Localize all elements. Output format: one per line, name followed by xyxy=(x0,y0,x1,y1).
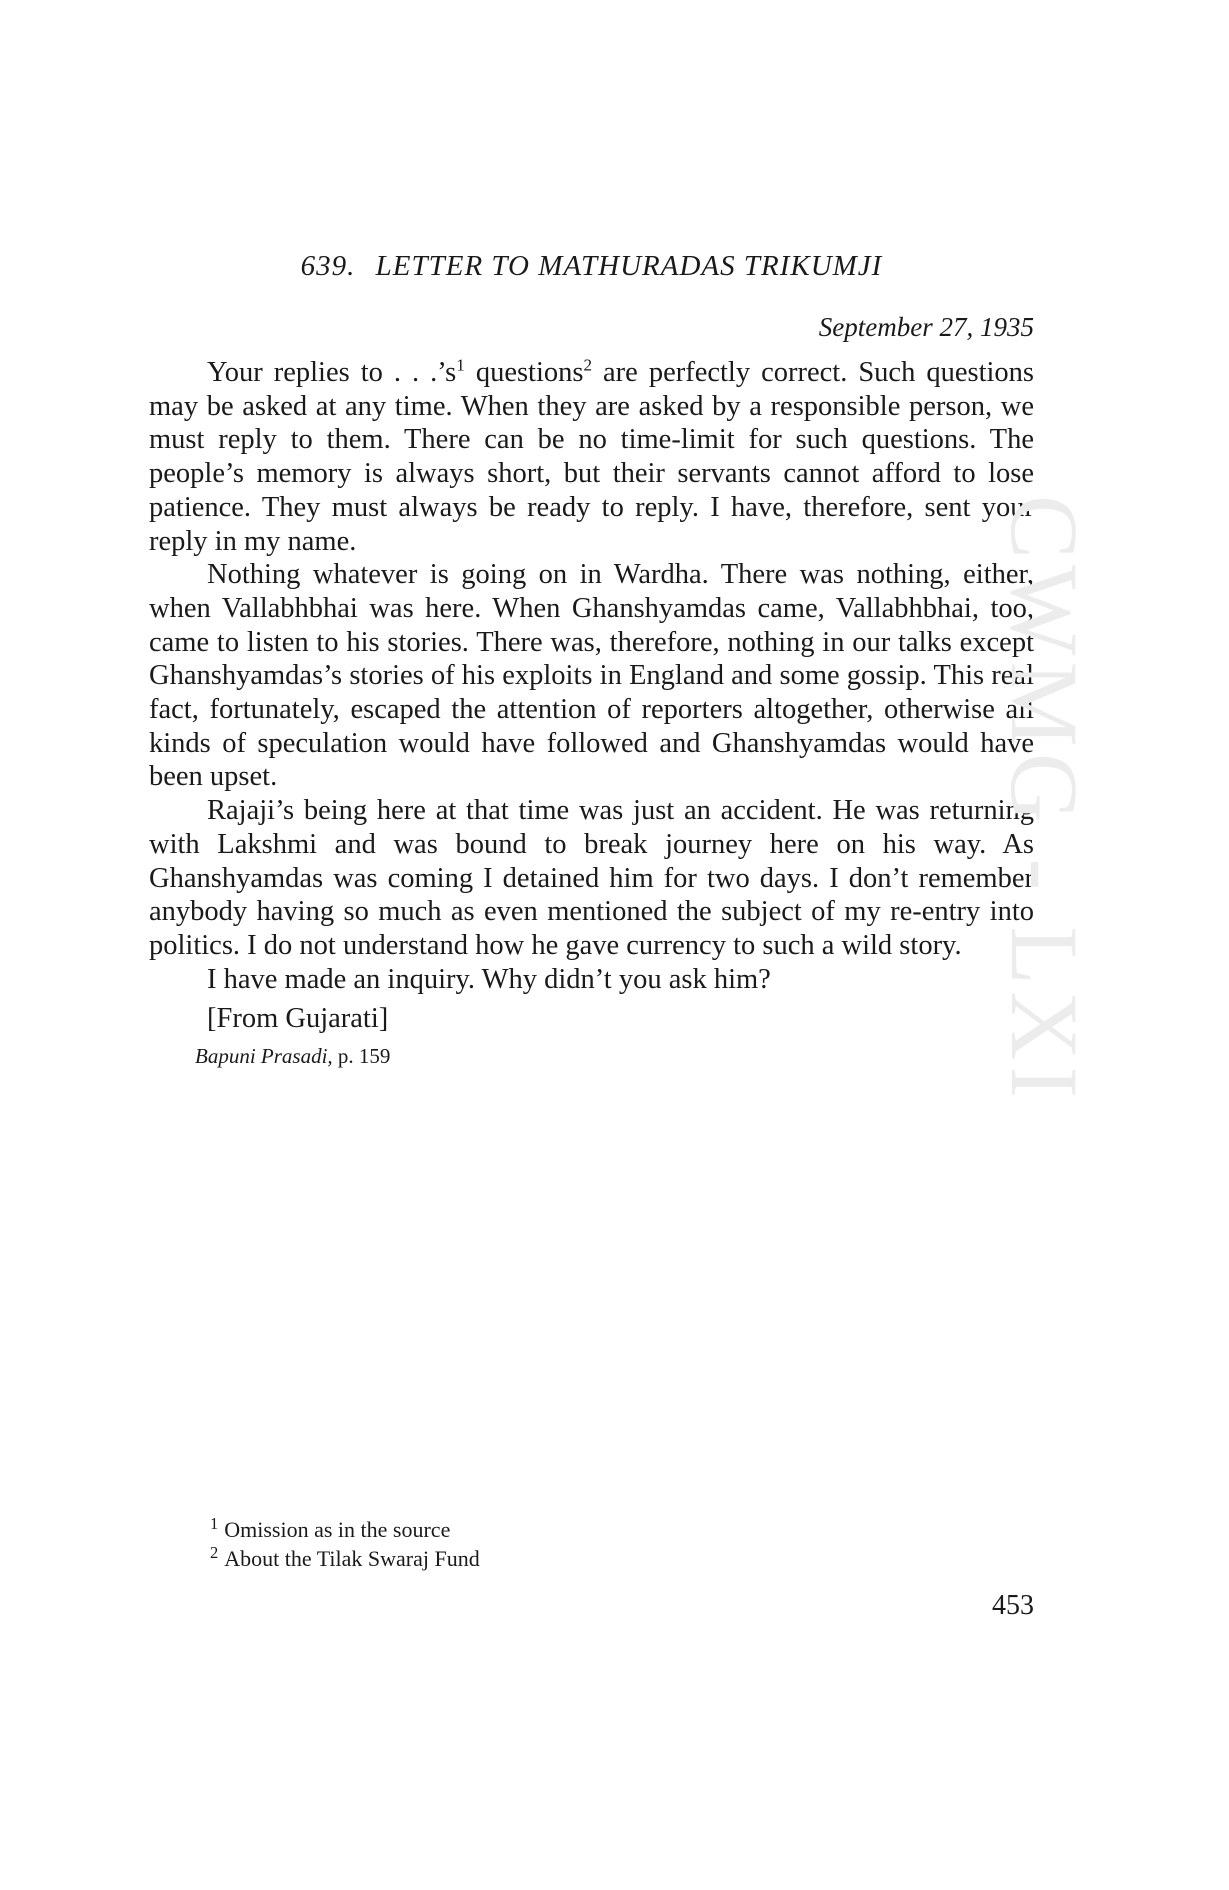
letter-body xyxy=(149,356,1034,1074)
source-note: [From Gujarati] xyxy=(207,1003,389,1035)
footnote-marker-1: 1 xyxy=(210,1513,219,1533)
citation xyxy=(195,1040,1034,1074)
footnote-ref-2: 2 xyxy=(583,355,593,375)
footnote-marker-2: 2 xyxy=(210,1542,219,1562)
paragraph-1-part-b: questions xyxy=(464,357,584,388)
citation-page: p. 159 xyxy=(337,1044,391,1069)
footnote-1 xyxy=(210,1515,910,1544)
paragraph-1-part-c: are perfectly correct. Such questions may be asked at any time. When they are asked by a responsible person, we must reply to them. There can be no time-limit for such questions. The people’s memory is always short, but their servants cannot afford to lose patience. They must always be ready to reply. I have, therefore, sent your reply in my name. xyxy=(149,357,1034,557)
footnote-text-2: About the Tilak Swaraj Fund xyxy=(224,1546,480,1571)
footnote-ref-1: 1 xyxy=(456,355,465,375)
paragraph-4: I have made an inquiry. Why didn’t you ask him? xyxy=(207,963,771,995)
page-number: 453 xyxy=(992,1590,1034,1621)
footnote-2 xyxy=(210,1544,910,1573)
letter-heading xyxy=(149,250,1034,283)
citation-title: Bapuni Prasadi, xyxy=(195,1044,333,1069)
letter-number: 639. xyxy=(300,250,356,282)
paragraph-2: Nothing whatever is going on in Wardha. There was nothing, either, when Vallabhbhai was here. When Ghanshyamdas came, Vallabhbhai, too, came to listen to his stories. There was, therefore, nothing in our talks except Ghanshyamdas’s stories of his exploits in England and some gossip. This real fact, fortunately, escaped the attention of reporters altogether, otherwise all kinds of speculation would have followed and Ghanshyamdas would have been upset. xyxy=(149,559,1034,793)
paragraph-1 xyxy=(149,356,1034,558)
watermark-text: CWMG - LXI xyxy=(991,495,1098,1105)
letter-date: September 27, 1935 xyxy=(818,312,1034,342)
footnotes xyxy=(210,1515,910,1573)
paragraph-1-part-a: Your replies to . . .’s xyxy=(207,357,457,388)
footnote-text-1: Omission as in the source xyxy=(224,1517,451,1542)
paragraph-3: Rajaji’s being here at that time was just an accident. He was returning with Lakshmi and was bound to break journey here on his way. As Ghanshyamdas was coming I detained him for two days. I don’t remember anybody having so much as even mentioned the subject of my re-entry into politics. I do not understand how he gave currency to such a wild story. xyxy=(149,795,1034,961)
letter-title: LETTER TO MATHURADAS TRIKUMJI xyxy=(375,250,883,282)
